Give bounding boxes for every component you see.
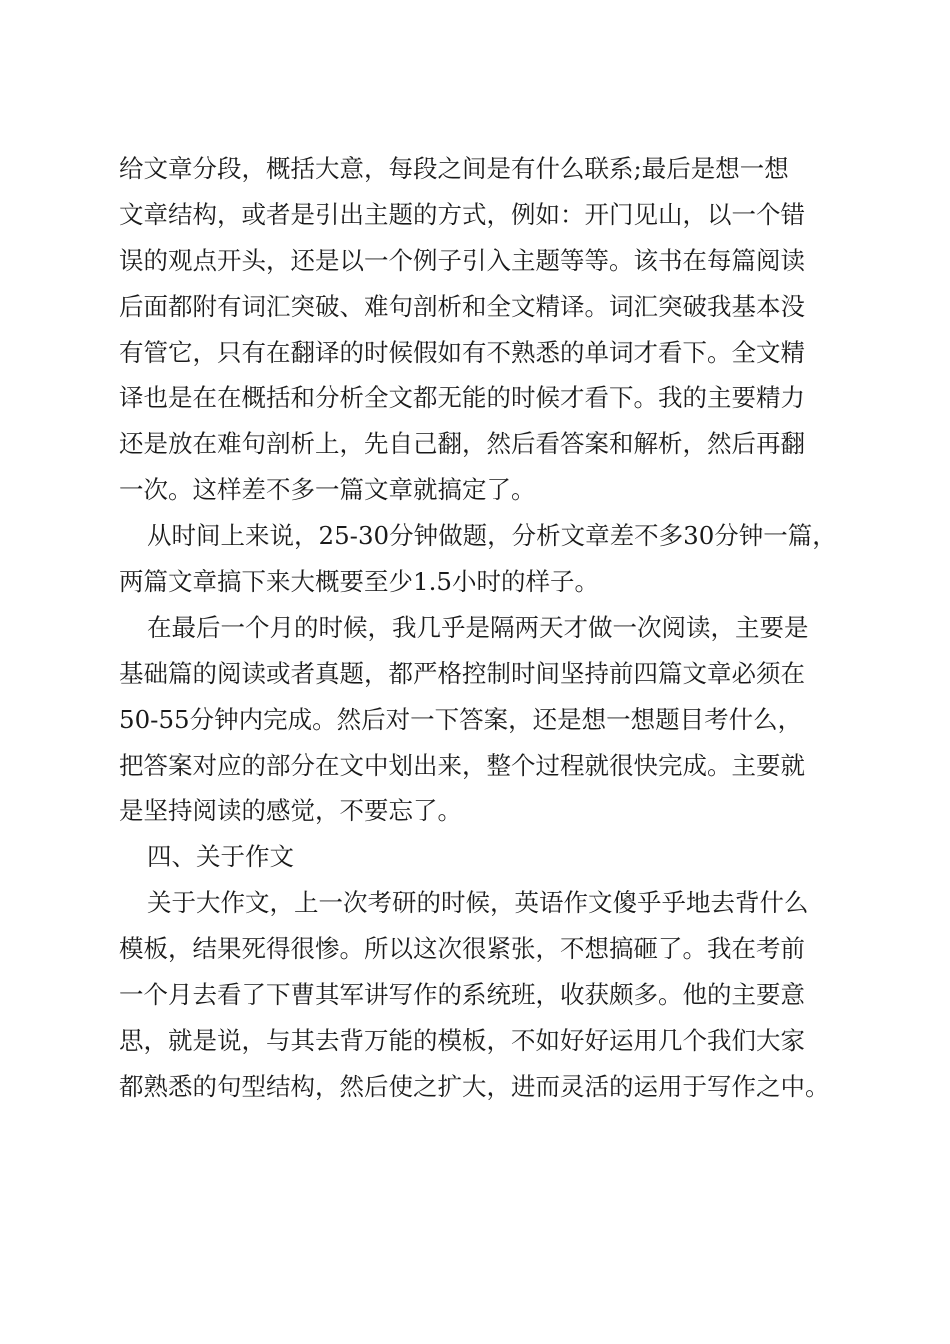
section-heading: 四、关于作文 bbox=[147, 842, 294, 872]
text-line: 两篇文章搞下来大概要至少1.5小时的样子。 bbox=[119, 567, 599, 597]
text-line: 基础篇的阅读或者真题，都严格控制时间坚持前四篇文章必须在 bbox=[119, 658, 805, 688]
text-line: 一个月去看了下曹其军讲写作的系统班，收获颇多。他的主要意 bbox=[119, 980, 805, 1010]
text-line: 有管它，只有在翻译的时候假如有不熟悉的单词才看下。全文精 bbox=[119, 337, 805, 367]
text-line: 把答案对应的部分在文中划出来，整个过程就很快完成。主要就 bbox=[119, 750, 805, 780]
text-line: 一次。这样差不多一篇文章就搞定了。 bbox=[119, 475, 536, 505]
text-line: 是坚持阅读的感觉，不要忘了。 bbox=[119, 796, 462, 826]
text-line: 从时间上来说，25-30分钟做题，分析文章差不多30分钟一篇， bbox=[147, 521, 837, 551]
body-text bbox=[119, 146, 849, 1110]
text-line: 误的观点开头，还是以一个例子引入主题等等。该书在每篇阅读 bbox=[119, 245, 805, 275]
text-line: 后面都附有词汇突破、难句剖析和全文精译。词汇突破我基本没 bbox=[119, 291, 805, 321]
text-line: 都熟悉的句型结构，然后使之扩大，进而灵活的运用于写作之中。 bbox=[119, 1071, 830, 1101]
text-line: 译也是在在概括和分析全文都无能的时候才看下。我的主要精力 bbox=[119, 383, 805, 413]
text-line: 思，就是说，与其去背万能的模板，不如好好运用几个我们大家 bbox=[119, 1025, 805, 1055]
text-line: 关于大作文，上一次考研的时候，英语作文傻乎乎地去背什么 bbox=[147, 888, 809, 918]
text-line: 还是放在难句剖析上，先自己翻，然后看答案和解析，然后再翻 bbox=[119, 429, 805, 459]
text-line: 文章结构，或者是引出主题的方式，例如：开门见山，以一个错 bbox=[119, 199, 805, 229]
text-line: 模板，结果死得很惨。所以这次很紧张，不想搞砸了。我在考前 bbox=[119, 934, 805, 964]
text-line: 50-55分钟内完成。然后对一下答案，还是想一想题目考什么， bbox=[119, 704, 803, 734]
text-line: 在最后一个月的时候，我几乎是隔两天才做一次阅读，主要是 bbox=[147, 612, 809, 642]
text-line: 给文章分段，概括大意，每段之间是有什么联系;最后是想一想 bbox=[119, 154, 789, 183]
